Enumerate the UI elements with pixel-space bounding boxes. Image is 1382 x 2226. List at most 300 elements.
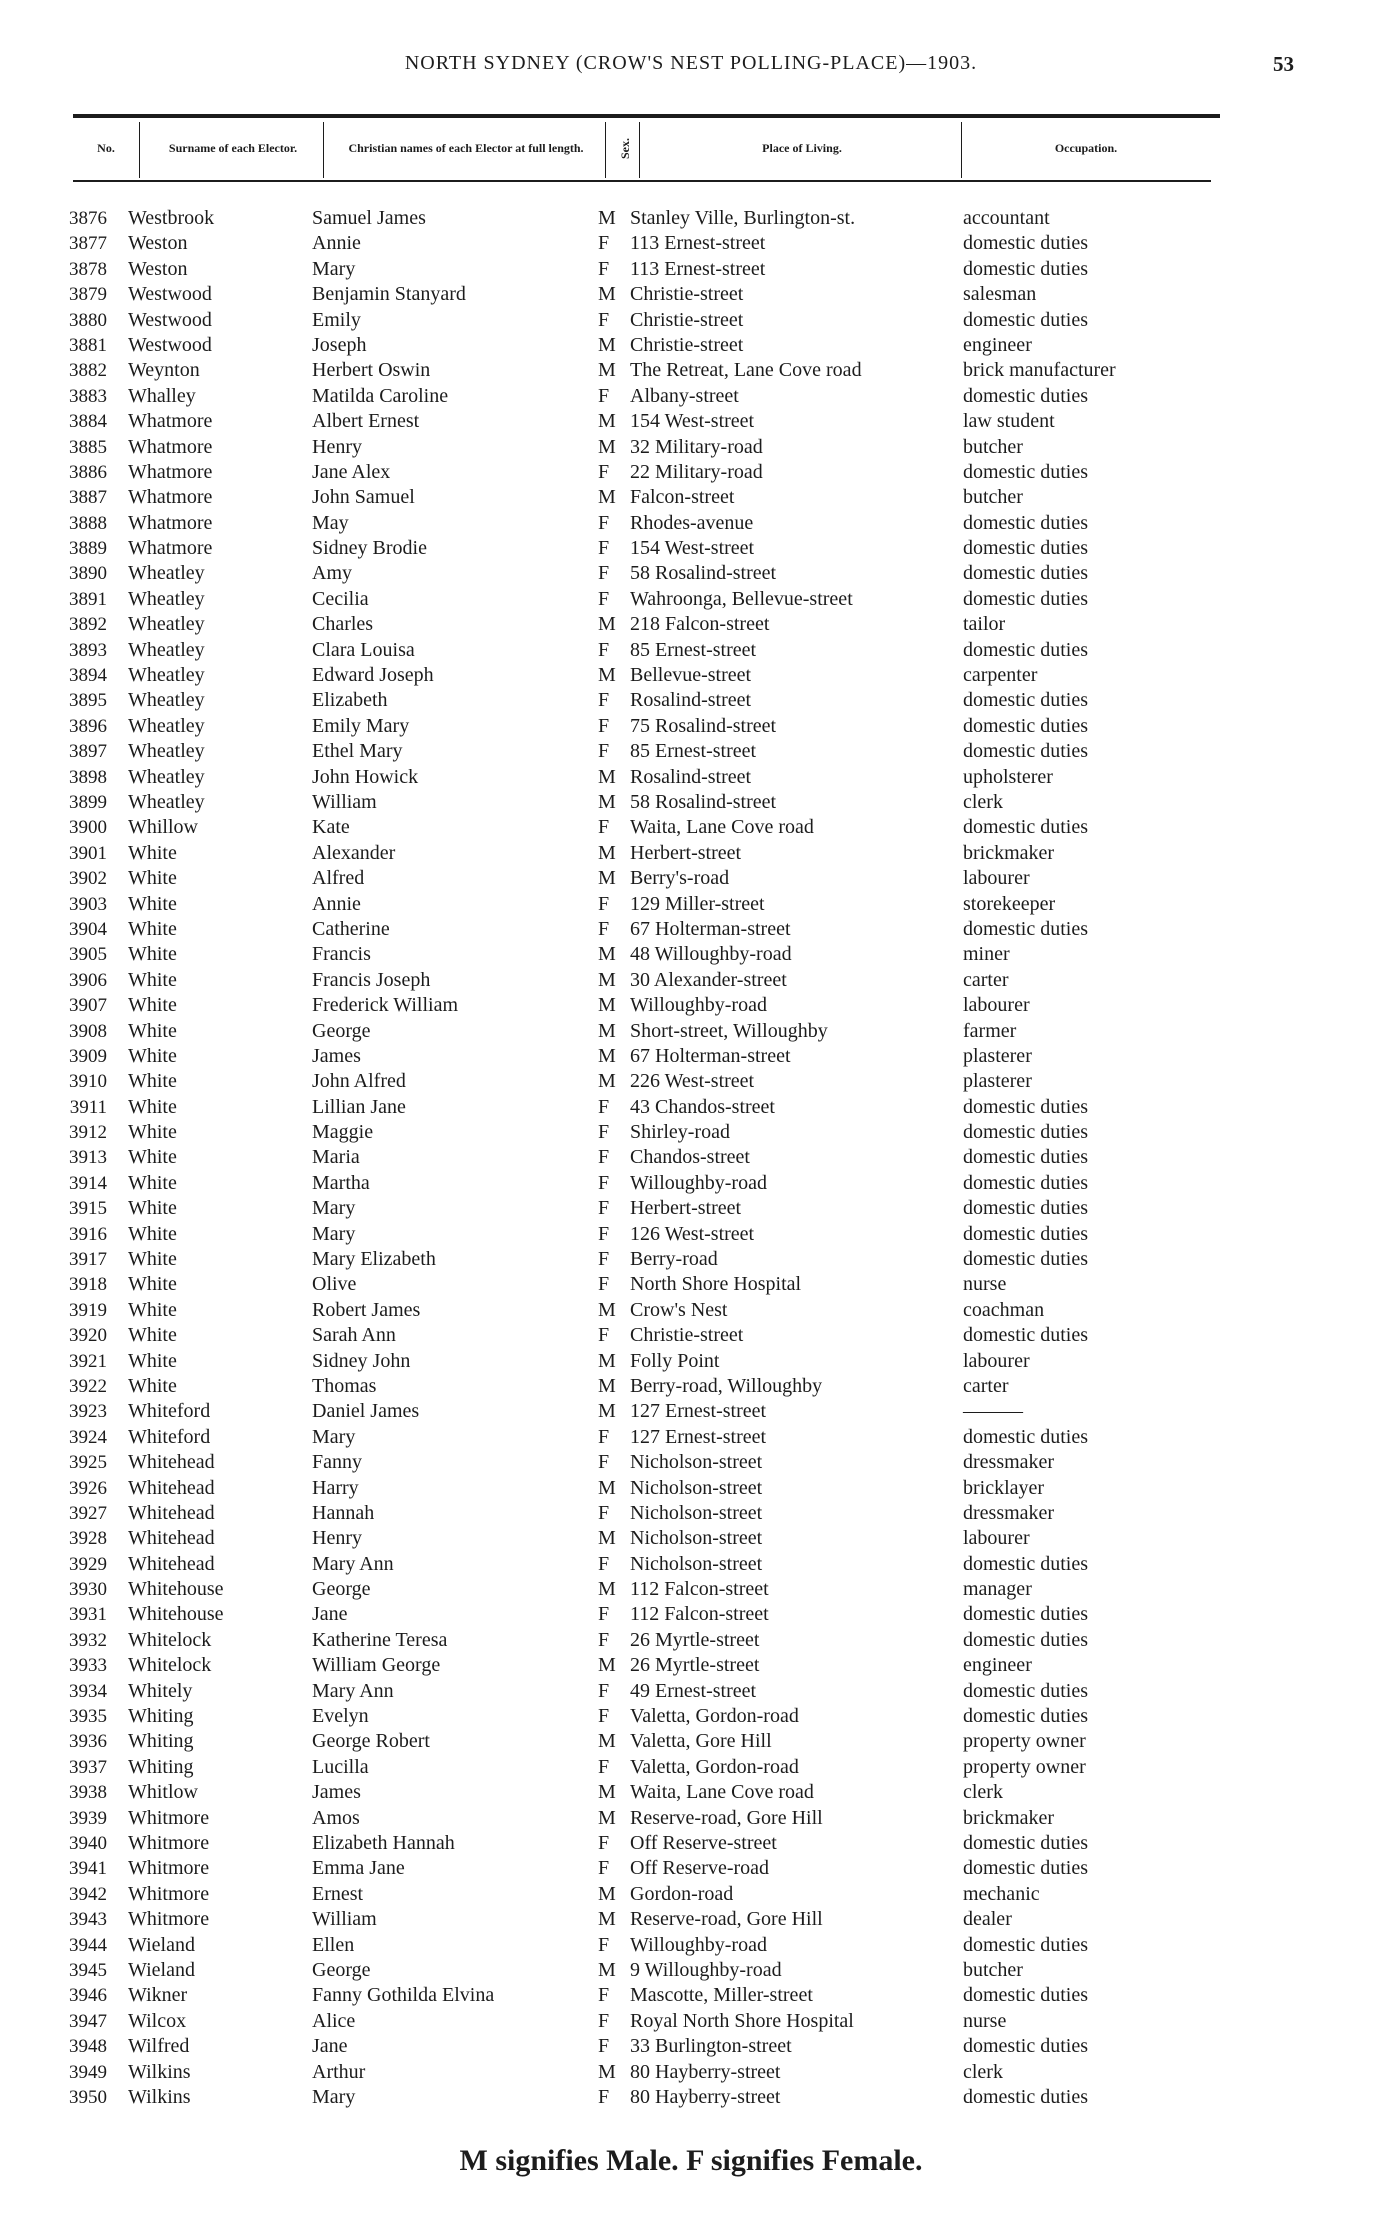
elector-occupation: brickmaker	[963, 841, 1055, 864]
elector-place-of-living: 85 Ernest-street	[630, 638, 757, 661]
elector-place-of-living: Chandos-street	[630, 1146, 750, 1169]
elector-occupation: coachman	[963, 1298, 1045, 1321]
elector-place-of-living: 43 Chandos-street	[630, 1095, 775, 1118]
elector-occupation: domestic duties	[963, 1984, 1088, 2007]
elector-number: 3902	[69, 868, 107, 890]
elector-christian-names: Jane Alex	[312, 460, 391, 483]
table-row	[0, 688, 1382, 713]
table-row	[0, 2034, 1382, 2059]
elector-sex: F	[598, 1857, 610, 1880]
elector-occupation: domestic duties	[963, 562, 1088, 585]
elector-number: 3895	[69, 690, 107, 712]
elector-sex: F	[598, 1705, 610, 1728]
table-row	[0, 460, 1382, 485]
elector-place-of-living: 75 Rosalind-street	[630, 714, 777, 737]
elector-sex: F	[598, 511, 610, 534]
elector-christian-names: Mary	[312, 1197, 356, 1220]
elector-number: 3946	[69, 1985, 107, 2007]
elector-sex: M	[598, 1654, 616, 1677]
elector-number: 3919	[69, 1299, 107, 1321]
elector-christian-names: Joseph	[312, 333, 367, 356]
elector-christian-names: John Samuel	[312, 486, 415, 509]
elector-christian-names: George	[312, 1019, 371, 1042]
electoral-roll-table	[0, 206, 1382, 2110]
elector-occupation: butcher	[963, 435, 1023, 458]
elector-christian-names: Alfred	[312, 867, 365, 890]
elector-occupation: carpenter	[963, 664, 1038, 687]
elector-surname: Whiting	[128, 1705, 194, 1728]
elector-sex: M	[598, 359, 616, 382]
elector-occupation: domestic duties	[963, 511, 1088, 534]
elector-number: 3899	[69, 791, 107, 813]
elector-place-of-living: 154 West-street	[630, 410, 755, 433]
table-row	[0, 815, 1382, 840]
table-row	[0, 612, 1382, 637]
elector-sex: M	[598, 2060, 616, 2083]
table-row	[0, 1806, 1382, 1831]
elector-sex: M	[598, 994, 616, 1017]
elector-place-of-living: Reserve-road, Gore Hill	[630, 1908, 823, 1931]
elector-number: 3918	[69, 1274, 107, 1296]
elector-surname: Wheatley	[128, 790, 205, 813]
elector-surname: White	[128, 1044, 177, 1067]
elector-surname: White	[128, 841, 177, 864]
table-row	[0, 282, 1382, 307]
table-row	[0, 1145, 1382, 1170]
table-row	[0, 2060, 1382, 2085]
elector-surname: Whitmore	[128, 1857, 210, 1880]
elector-sex: M	[598, 207, 616, 229]
elector-sex: F	[598, 1324, 610, 1347]
elector-sex: F	[598, 257, 610, 280]
elector-occupation: domestic duties	[963, 1121, 1088, 1144]
elector-number: 3888	[69, 512, 107, 534]
elector-number: 3936	[69, 1731, 107, 1753]
elector-surname: Wheatley	[128, 638, 205, 661]
col-header-occupation: Occupation.	[1054, 141, 1118, 155]
elector-number: 3903	[69, 893, 107, 915]
elector-place-of-living: 126 West-street	[630, 1222, 755, 1245]
elector-christian-names: William	[312, 790, 377, 813]
elector-occupation: domestic duties	[963, 1933, 1088, 1956]
elector-occupation: domestic duties	[963, 1705, 1088, 1728]
elector-number: 3949	[69, 2061, 107, 2083]
elector-christian-names: Robert James	[312, 1298, 421, 1321]
elector-surname: Whitehead	[128, 1476, 215, 1499]
elector-occupation: labourer	[963, 867, 1030, 890]
elector-surname: Westwood	[128, 283, 212, 306]
elector-place-of-living: 48 Willoughby-road	[630, 943, 792, 966]
table-row	[0, 409, 1382, 434]
table-row	[0, 2085, 1382, 2110]
table-row	[0, 1856, 1382, 1881]
elector-surname: Wieland	[128, 1958, 195, 1981]
elector-surname: Weston	[128, 232, 188, 255]
elector-sex: M	[598, 1400, 616, 1423]
elector-sex: F	[598, 1755, 610, 1778]
elector-christian-names: Lucilla	[312, 1755, 369, 1778]
elector-number: 3928	[69, 1528, 107, 1550]
elector-number: 3947	[69, 2010, 107, 2032]
elector-sex: F	[598, 1501, 610, 1524]
elector-sex: M	[598, 435, 616, 458]
elector-occupation: butcher	[963, 1958, 1023, 1981]
elector-sex: M	[598, 841, 616, 864]
elector-christian-names: Herbert Oswin	[312, 359, 431, 382]
table-row	[0, 1831, 1382, 1856]
elector-christian-names: Ethel Mary	[312, 740, 403, 763]
elector-christian-names: Jane	[312, 1603, 348, 1626]
elector-sex: F	[598, 1552, 610, 1575]
elector-christian-names: Albert Ernest	[312, 410, 420, 433]
elector-occupation: domestic duties	[963, 1324, 1088, 1347]
elector-sex: M	[598, 1044, 616, 1067]
elector-place-of-living: Valetta, Gordon-road	[630, 1755, 799, 1778]
elector-sex: F	[598, 1933, 610, 1956]
elector-surname: Wheatley	[128, 765, 205, 788]
table-row	[0, 1425, 1382, 1450]
elector-number: 3905	[69, 944, 107, 966]
elector-number: 3896	[69, 715, 107, 737]
elector-number: 3876	[69, 208, 107, 229]
elector-surname: Weynton	[128, 359, 200, 382]
elector-occupation: labourer	[963, 1527, 1030, 1550]
elector-number: 3889	[69, 538, 107, 560]
elector-christian-names: Elizabeth Hannah	[312, 1832, 455, 1854]
elector-surname: Wheatley	[128, 664, 205, 687]
elector-christian-names: Maggie	[312, 1121, 374, 1144]
elector-occupation: domestic duties	[963, 740, 1088, 763]
elector-christian-names: Kate	[312, 816, 350, 839]
elector-sex: F	[598, 1222, 610, 1245]
elector-number: 3925	[69, 1452, 107, 1474]
elector-place-of-living: 129 Miller-street	[630, 892, 765, 915]
elector-place-of-living: Wahroonga, Bellevue-street	[630, 587, 853, 610]
elector-christian-names: Alexander	[312, 841, 396, 864]
elector-surname: Whatmore	[128, 435, 213, 458]
elector-occupation: tailor	[963, 613, 1006, 636]
elector-sex: M	[598, 486, 616, 509]
elector-place-of-living: Waita, Lane Cove road	[630, 1781, 814, 1804]
table-row	[0, 2009, 1382, 2034]
elector-surname: Wheatley	[128, 587, 205, 610]
elector-number: 3885	[69, 436, 107, 458]
elector-place-of-living: The Retreat, Lane Cove road	[630, 359, 862, 382]
elector-place-of-living: Reserve-road, Gore Hill	[630, 1806, 823, 1829]
elector-place-of-living: Herbert-street	[630, 1197, 742, 1220]
elector-sex: M	[598, 1578, 616, 1601]
elector-number: 3887	[69, 487, 107, 509]
elector-sex: M	[598, 1908, 616, 1931]
table-row	[0, 333, 1382, 358]
elector-place-of-living: 80 Hayberry-street	[630, 2060, 781, 2083]
elector-surname: White	[128, 1146, 177, 1169]
elector-christian-names: Ellen	[312, 1933, 355, 1956]
elector-occupation: clerk	[963, 1781, 1003, 1804]
elector-occupation: property owner	[963, 1755, 1086, 1778]
table-row	[0, 1272, 1382, 1297]
elector-number: 3937	[69, 1756, 107, 1778]
elector-sex: M	[598, 1374, 616, 1397]
elector-surname: White	[128, 917, 177, 940]
elector-christian-names: Olive	[312, 1273, 357, 1296]
elector-sex: F	[598, 2035, 610, 2058]
elector-sex: F	[598, 1679, 610, 1702]
elector-occupation: plasterer	[963, 1070, 1032, 1093]
elector-number: 3914	[69, 1172, 107, 1194]
table-row	[0, 511, 1382, 536]
elector-occupation: domestic duties	[963, 384, 1088, 407]
elector-sex: F	[598, 1451, 610, 1474]
elector-place-of-living: Nicholson-street	[630, 1476, 763, 1499]
elector-occupation: domestic duties	[963, 689, 1088, 712]
elector-surname: Whitehouse	[128, 1578, 224, 1601]
table-row	[0, 1882, 1382, 1907]
table-row	[0, 739, 1382, 764]
elector-place-of-living: Nicholson-street	[630, 1451, 763, 1474]
elector-sex: M	[598, 943, 616, 966]
table-row	[0, 1679, 1382, 1704]
table-row	[0, 638, 1382, 663]
elector-place-of-living: 22 Military-road	[630, 460, 763, 483]
elector-occupation: labourer	[963, 1349, 1030, 1372]
elector-sex: F	[598, 1197, 610, 1220]
elector-occupation: law student	[963, 410, 1055, 433]
table-row	[0, 384, 1382, 409]
elector-occupation: nurse	[963, 1273, 1007, 1296]
elector-place-of-living: Valetta, Gordon-road	[630, 1705, 799, 1728]
elector-christian-names: Frederick William	[312, 994, 459, 1017]
elector-occupation: engineer	[963, 333, 1032, 356]
elector-occupation: brickmaker	[963, 1806, 1055, 1829]
elector-occupation: carter	[963, 968, 1009, 991]
table-row	[0, 1019, 1382, 1044]
elector-surname: Whiting	[128, 1730, 194, 1753]
elector-occupation: domestic duties	[963, 1171, 1088, 1194]
elector-christian-names: Hannah	[312, 1501, 375, 1524]
elector-surname: White	[128, 1095, 177, 1118]
elector-place-of-living: Willoughby-road	[630, 1933, 767, 1956]
elector-christian-names: Daniel James	[312, 1400, 420, 1423]
table-row	[0, 1628, 1382, 1653]
elector-surname: White	[128, 1324, 177, 1347]
elector-surname: Whatmore	[128, 486, 213, 509]
elector-place-of-living: Nicholson-street	[630, 1527, 763, 1550]
elector-place-of-living: Willoughby-road	[630, 994, 767, 1017]
elector-place-of-living: 30 Alexander-street	[630, 968, 787, 991]
elector-occupation: domestic duties	[963, 917, 1088, 940]
elector-surname: White	[128, 1070, 177, 1093]
elector-place-of-living: Christie-street	[630, 283, 744, 306]
elector-sex: F	[598, 740, 610, 763]
elector-christian-names: Francis	[312, 943, 371, 966]
elector-surname: Wheatley	[128, 613, 205, 636]
elector-place-of-living: 113 Ernest-street	[630, 232, 766, 255]
elector-place-of-living: Christie-street	[630, 333, 744, 356]
table-row	[0, 841, 1382, 866]
elector-number: 3878	[69, 258, 107, 280]
col-header-place: Place of Living.	[762, 141, 842, 155]
elector-sex: F	[598, 816, 610, 839]
elector-surname: Wieland	[128, 1933, 195, 1956]
elector-christian-names: Matilda Caroline	[312, 384, 449, 407]
table-row	[0, 1095, 1382, 1120]
table-row	[0, 1120, 1382, 1145]
elector-surname: Wheatley	[128, 689, 205, 712]
elector-surname: Wikner	[128, 1984, 188, 2007]
elector-place-of-living: 32 Military-road	[630, 435, 763, 458]
elector-surname: White	[128, 943, 177, 966]
elector-place-of-living: 67 Holterman-street	[630, 917, 791, 940]
table-row	[0, 1602, 1382, 1627]
elector-surname: Wilkins	[128, 2085, 191, 2108]
elector-surname: Wheatley	[128, 714, 205, 737]
elector-occupation: salesman	[963, 283, 1037, 306]
col-header-sex-label: Sex.	[618, 137, 632, 159]
elector-occupation: domestic duties	[963, 537, 1088, 560]
table-row	[0, 1704, 1382, 1729]
elector-surname: Wilcox	[128, 2009, 187, 2032]
column-divider	[639, 122, 640, 178]
elector-surname: Whitehead	[128, 1527, 215, 1550]
elector-place-of-living: Off Reserve-street	[630, 1832, 777, 1854]
elector-sex: F	[598, 1273, 610, 1296]
column-divider	[323, 122, 324, 178]
elector-sex: M	[598, 1070, 616, 1093]
elector-sex: M	[598, 1958, 616, 1981]
elector-occupation: domestic duties	[963, 1197, 1088, 1220]
table-row	[0, 308, 1382, 333]
elector-christian-names: Catherine	[312, 917, 390, 940]
elector-number: 3931	[69, 1604, 107, 1626]
elector-number: 3883	[69, 385, 107, 407]
elector-surname: White	[128, 1171, 177, 1194]
elector-surname: Whitely	[128, 1679, 193, 1702]
elector-christian-names: May	[312, 511, 349, 534]
table-row	[0, 993, 1382, 1018]
table-row	[0, 1577, 1382, 1602]
elector-surname: Whitmore	[128, 1882, 210, 1905]
elector-surname: White	[128, 1248, 177, 1271]
elector-christian-names: William	[312, 1908, 377, 1931]
elector-place-of-living: 9 Willoughby-road	[630, 1958, 782, 1981]
elector-number: 3924	[69, 1426, 107, 1448]
table-row	[0, 968, 1382, 993]
elector-sex: F	[598, 1984, 610, 2007]
elector-number: 3916	[69, 1223, 107, 1245]
elector-surname: White	[128, 1019, 177, 1042]
elector-place-of-living: Rosalind-street	[630, 689, 752, 712]
elector-christian-names: Samuel James	[312, 207, 426, 229]
elector-occupation: domestic duties	[963, 1857, 1088, 1880]
elector-sex: M	[598, 1882, 616, 1905]
elector-place-of-living: 154 West-street	[630, 537, 755, 560]
elector-christian-names: Mary	[312, 1425, 356, 1448]
table-row	[0, 1780, 1382, 1805]
elector-surname: White	[128, 1121, 177, 1144]
col-header-sex	[607, 118, 643, 178]
elector-sex: F	[598, 1248, 610, 1271]
elector-sex: F	[598, 562, 610, 585]
table-row	[0, 358, 1382, 383]
elector-occupation: domestic duties	[963, 1603, 1088, 1626]
elector-number: 3950	[69, 2086, 107, 2108]
elector-occupation: miner	[963, 943, 1010, 966]
table-row	[0, 1222, 1382, 1247]
elector-occupation: accountant	[963, 207, 1050, 229]
sex-legend-note: M signifies Male. F signifies Female.	[459, 2144, 923, 2177]
elector-surname: Whitehead	[128, 1501, 215, 1524]
header-rule-bottom	[73, 180, 1211, 182]
elector-occupation: mechanic	[963, 1882, 1040, 1905]
table-row	[0, 1552, 1382, 1577]
elector-surname: White	[128, 1298, 177, 1321]
elector-surname: Whitelock	[128, 1628, 212, 1651]
elector-surname: Whitmore	[128, 1908, 210, 1931]
elector-number: 3908	[69, 1020, 107, 1042]
elector-place-of-living: Off Reserve-road	[630, 1857, 770, 1880]
elector-surname: Whitehead	[128, 1451, 215, 1474]
elector-number: 3939	[69, 1807, 107, 1829]
elector-surname: Whitelock	[128, 1654, 212, 1677]
elector-surname: White	[128, 1374, 177, 1397]
elector-surname: White	[128, 994, 177, 1017]
elector-occupation: domestic duties	[963, 2085, 1088, 2108]
col-header-christian: Christian names of each Elector at full length.	[348, 141, 584, 155]
elector-sex: M	[598, 1298, 616, 1321]
elector-occupation: domestic duties	[963, 460, 1088, 483]
elector-surname: Whitmore	[128, 1806, 210, 1829]
elector-surname: Whatmore	[128, 537, 213, 560]
elector-christian-names: Sidney John	[312, 1349, 411, 1372]
elector-christian-names: Thomas	[312, 1374, 377, 1397]
elector-number: 3893	[69, 639, 107, 661]
elector-christian-names: John Howick	[312, 765, 419, 788]
elector-occupation: ———	[963, 1400, 1023, 1423]
table-row	[0, 1323, 1382, 1348]
elector-surname: Whitehouse	[128, 1603, 224, 1626]
elector-christian-names: William George	[312, 1654, 441, 1677]
table-row	[0, 1374, 1382, 1399]
elector-number: 3915	[69, 1198, 107, 1220]
elector-number: 3944	[69, 1934, 107, 1956]
table-row	[0, 1907, 1382, 1932]
elector-christian-names: Sarah Ann	[312, 1324, 396, 1347]
elector-number: 3909	[69, 1045, 107, 1067]
elector-sex: M	[598, 1019, 616, 1042]
elector-occupation: dealer	[963, 1908, 1012, 1931]
elector-surname: Whatmore	[128, 460, 213, 483]
table-row	[0, 536, 1382, 561]
table-row	[0, 1933, 1382, 1958]
table-row	[0, 1476, 1382, 1501]
elector-sex: F	[598, 689, 610, 712]
table-row	[0, 917, 1382, 942]
elector-sex: M	[598, 1806, 616, 1829]
elector-place-of-living: Albany-street	[630, 384, 739, 407]
elector-number: 3921	[69, 1350, 107, 1372]
elector-place-of-living: Christie-street	[630, 1324, 744, 1347]
elector-surname: White	[128, 1197, 177, 1220]
elector-christian-names: James	[312, 1044, 361, 1067]
table-row	[0, 714, 1382, 739]
elector-number: 3929	[69, 1553, 107, 1575]
elector-number: 3882	[69, 360, 107, 382]
elector-number: 3892	[69, 614, 107, 636]
elector-number: 3941	[69, 1858, 107, 1880]
elector-number: 3894	[69, 665, 107, 687]
elector-number: 3907	[69, 995, 107, 1017]
